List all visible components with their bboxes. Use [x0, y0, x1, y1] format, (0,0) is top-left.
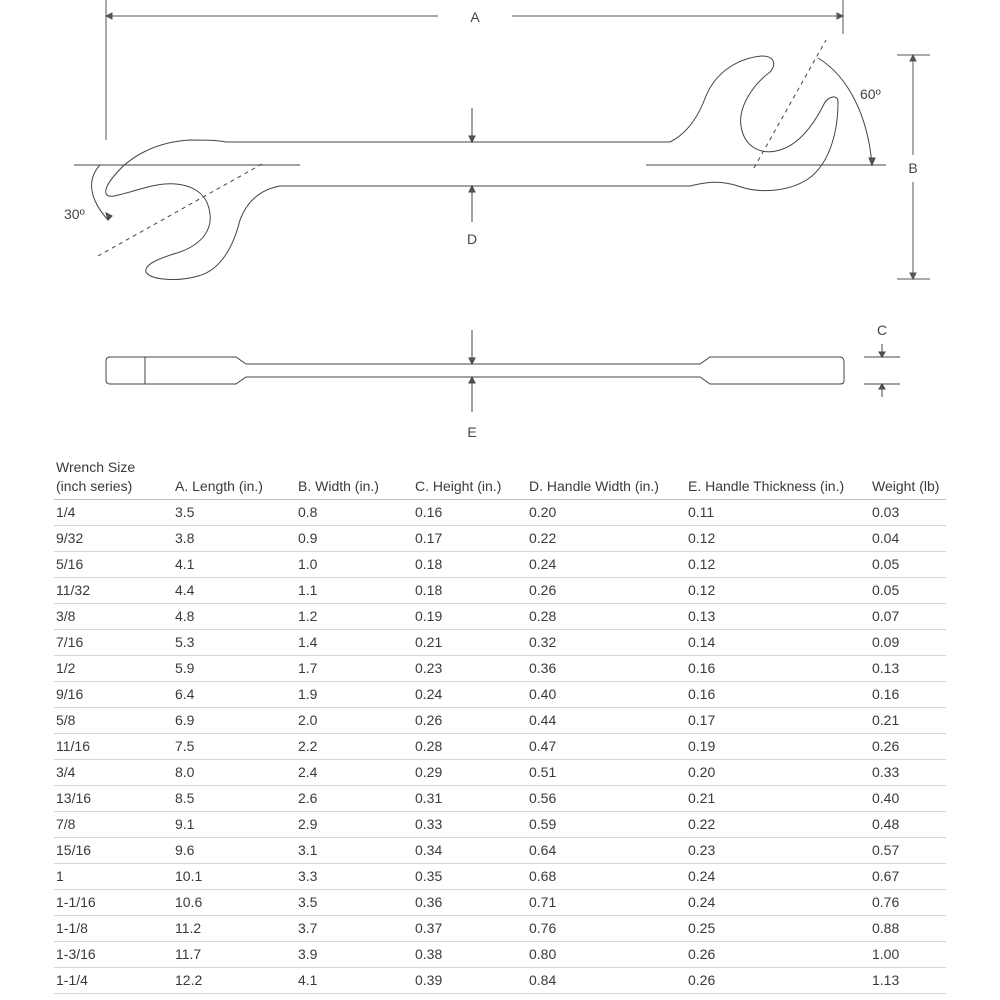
- table-cell: 0.33: [870, 760, 946, 786]
- table-cell: 0.34: [413, 838, 527, 864]
- table-cell: 0.26: [413, 708, 527, 734]
- table-row: [54, 942, 946, 968]
- table-cell: 1.9: [296, 682, 413, 708]
- table-row: [54, 682, 946, 708]
- table-cell: 0.26: [686, 942, 870, 968]
- table-cell: 0.26: [870, 734, 946, 760]
- table-cell: 0.38: [413, 942, 527, 968]
- table-cell: 1.7: [296, 656, 413, 682]
- table-cell: 0.8: [296, 500, 413, 526]
- table-cell: 1.4: [296, 630, 413, 656]
- table-row: [54, 630, 946, 656]
- table-cell: 11/16: [54, 734, 173, 760]
- header-length: A. Length (in.): [173, 458, 296, 500]
- header-height: C. Height (in.): [413, 458, 527, 500]
- table-cell: 3.5: [296, 890, 413, 916]
- table-cell: 0.17: [686, 708, 870, 734]
- wrench-diagram: [0, 0, 1000, 450]
- table-cell: 0.68: [527, 864, 686, 890]
- table-cell: 0.71: [527, 890, 686, 916]
- table-cell: 1-1/4: [54, 968, 173, 994]
- table-cell: 0.17: [413, 526, 527, 552]
- table-cell: 0.35: [413, 864, 527, 890]
- table-cell: 9/32: [54, 526, 173, 552]
- table-cell: 0.16: [686, 682, 870, 708]
- table-cell: 1.00: [870, 942, 946, 968]
- table-cell: 7/16: [54, 630, 173, 656]
- table-cell: 0.33: [413, 812, 527, 838]
- table-row: [54, 890, 946, 916]
- table-cell: 1.1: [296, 578, 413, 604]
- table-cell: 0.20: [527, 500, 686, 526]
- table-cell: 3.7: [296, 916, 413, 942]
- table-cell: 2.9: [296, 812, 413, 838]
- table-cell: 11.2: [173, 916, 296, 942]
- wrench-side-view: [106, 330, 900, 412]
- table-cell: 9.6: [173, 838, 296, 864]
- wrench-top-view: [74, 40, 886, 279]
- label-e: E: [467, 424, 477, 440]
- table-cell: 1.0: [296, 552, 413, 578]
- table-cell: 3.3: [296, 864, 413, 890]
- header-width: B. Width (in.): [296, 458, 413, 500]
- table-cell: 0.16: [686, 656, 870, 682]
- table-row: [54, 812, 946, 838]
- table-cell: 1: [54, 864, 173, 890]
- table-cell: 0.56: [527, 786, 686, 812]
- table-cell: 15/16: [54, 838, 173, 864]
- table-cell: 0.18: [413, 578, 527, 604]
- table-row: [54, 916, 946, 942]
- table-cell: 0.9: [296, 526, 413, 552]
- table-cell: 0.36: [527, 656, 686, 682]
- table-cell: 1.13: [870, 968, 946, 994]
- table-cell: 0.04: [870, 526, 946, 552]
- table-cell: 0.28: [413, 734, 527, 760]
- table-cell: 0.19: [686, 734, 870, 760]
- header-wrench-size: Wrench Size (inch series): [54, 458, 173, 500]
- table-cell: 0.48: [870, 812, 946, 838]
- table-cell: 0.59: [527, 812, 686, 838]
- table-cell: 1-1/8: [54, 916, 173, 942]
- table-cell: 0.23: [686, 838, 870, 864]
- table-cell: 3.1: [296, 838, 413, 864]
- table-cell: 8.5: [173, 786, 296, 812]
- table-cell: 1/2: [54, 656, 173, 682]
- table-cell: 0.14: [686, 630, 870, 656]
- table-cell: 0.23: [413, 656, 527, 682]
- table-cell: 5.9: [173, 656, 296, 682]
- label-b: B: [908, 160, 918, 176]
- table-cell: 0.40: [870, 786, 946, 812]
- table-cell: 2.0: [296, 708, 413, 734]
- table-cell: 10.6: [173, 890, 296, 916]
- table-row: [54, 656, 946, 682]
- table-cell: 1/4: [54, 500, 173, 526]
- table-row: [54, 786, 946, 812]
- table-cell: 0.80: [527, 942, 686, 968]
- table-cell: 9.1: [173, 812, 296, 838]
- table-cell: 3.5: [173, 500, 296, 526]
- table-row: [54, 552, 946, 578]
- table-cell: 0.47: [527, 734, 686, 760]
- table-cell: 0.36: [413, 890, 527, 916]
- table-cell: 0.32: [527, 630, 686, 656]
- label-angle-60: 60º: [860, 86, 881, 102]
- table-cell: 0.22: [686, 812, 870, 838]
- table-cell: 0.03: [870, 500, 946, 526]
- table-cell: 5.3: [173, 630, 296, 656]
- table-cell: 4.1: [173, 552, 296, 578]
- table-cell: 6.9: [173, 708, 296, 734]
- table-cell: 3/4: [54, 760, 173, 786]
- table-row: [54, 760, 946, 786]
- table-cell: 0.76: [527, 916, 686, 942]
- table-cell: 0.24: [686, 864, 870, 890]
- table-cell: 0.21: [686, 786, 870, 812]
- table-cell: 0.39: [413, 968, 527, 994]
- label-a: A: [470, 9, 480, 25]
- table-row: [54, 604, 946, 630]
- table-cell: 0.76: [870, 890, 946, 916]
- table-cell: 0.12: [686, 552, 870, 578]
- table-cell: 13/16: [54, 786, 173, 812]
- table-cell: 4.8: [173, 604, 296, 630]
- table-cell: 2.2: [296, 734, 413, 760]
- table-cell: 8.0: [173, 760, 296, 786]
- table-cell: 0.05: [870, 578, 946, 604]
- table-cell: 0.51: [527, 760, 686, 786]
- table-cell: 1-3/16: [54, 942, 173, 968]
- table-cell: 0.18: [413, 552, 527, 578]
- table-cell: 3.9: [296, 942, 413, 968]
- label-d: D: [466, 231, 478, 247]
- table-cell: 0.11: [686, 500, 870, 526]
- label-angle-30: 30º: [64, 206, 85, 222]
- table-cell: 0.16: [870, 682, 946, 708]
- table-cell: 0.26: [686, 968, 870, 994]
- table-cell: 11/32: [54, 578, 173, 604]
- table-cell: 0.13: [870, 656, 946, 682]
- table-row: [54, 578, 946, 604]
- table-cell: 0.09: [870, 630, 946, 656]
- table-cell: 0.57: [870, 838, 946, 864]
- label-c: C: [876, 322, 888, 338]
- table-cell: 2.4: [296, 760, 413, 786]
- table-cell: 0.31: [413, 786, 527, 812]
- table-row: [54, 968, 946, 994]
- table-cell: 0.24: [527, 552, 686, 578]
- table-cell: 0.64: [527, 838, 686, 864]
- table-row: [54, 708, 946, 734]
- table-cell: 0.37: [413, 916, 527, 942]
- table-cell: 0.29: [413, 760, 527, 786]
- table-row: [54, 526, 946, 552]
- table-cell: 12.2: [173, 968, 296, 994]
- table-cell: 10.1: [173, 864, 296, 890]
- header-handle-width: D. Handle Width (in.): [527, 458, 686, 500]
- table-cell: 9/16: [54, 682, 173, 708]
- table-cell: 0.19: [413, 604, 527, 630]
- table-cell: 0.24: [686, 890, 870, 916]
- table-cell: 0.21: [413, 630, 527, 656]
- table-cell: 1-1/16: [54, 890, 173, 916]
- table-cell: 0.28: [527, 604, 686, 630]
- table-row: [54, 500, 946, 526]
- table-cell: 0.22: [527, 526, 686, 552]
- table-cell: 0.07: [870, 604, 946, 630]
- wrench-spec-table: [54, 458, 946, 994]
- table-cell: 0.24: [413, 682, 527, 708]
- table-cell: 7.5: [173, 734, 296, 760]
- table-cell: 0.88: [870, 916, 946, 942]
- table-cell: 0.13: [686, 604, 870, 630]
- table-row: [54, 734, 946, 760]
- table-row: [54, 838, 946, 864]
- table-cell: 0.21: [870, 708, 946, 734]
- table-cell: 2.6: [296, 786, 413, 812]
- table-cell: 6.4: [173, 682, 296, 708]
- table-cell: 0.16: [413, 500, 527, 526]
- table-cell: 7/8: [54, 812, 173, 838]
- table-cell: 0.05: [870, 552, 946, 578]
- table-cell: 0.12: [686, 526, 870, 552]
- table-cell: 1.2: [296, 604, 413, 630]
- table-cell: 0.40: [527, 682, 686, 708]
- table-cell: 0.25: [686, 916, 870, 942]
- table-cell: 11.7: [173, 942, 296, 968]
- table-header-row: [54, 458, 946, 500]
- header-handle-thickness: E. Handle Thickness (in.): [686, 458, 870, 500]
- table-cell: 3.8: [173, 526, 296, 552]
- table-cell: 3/8: [54, 604, 173, 630]
- table-cell: 0.12: [686, 578, 870, 604]
- table-cell: 0.67: [870, 864, 946, 890]
- table-cell: 4.4: [173, 578, 296, 604]
- table-cell: 5/8: [54, 708, 173, 734]
- table-cell: 4.1: [296, 968, 413, 994]
- table-cell: 0.84: [527, 968, 686, 994]
- header-weight: Weight (lb): [870, 458, 946, 500]
- table-cell: 0.20: [686, 760, 870, 786]
- table-row: [54, 864, 946, 890]
- table-cell: 0.44: [527, 708, 686, 734]
- table-cell: 5/16: [54, 552, 173, 578]
- table-cell: 0.26: [527, 578, 686, 604]
